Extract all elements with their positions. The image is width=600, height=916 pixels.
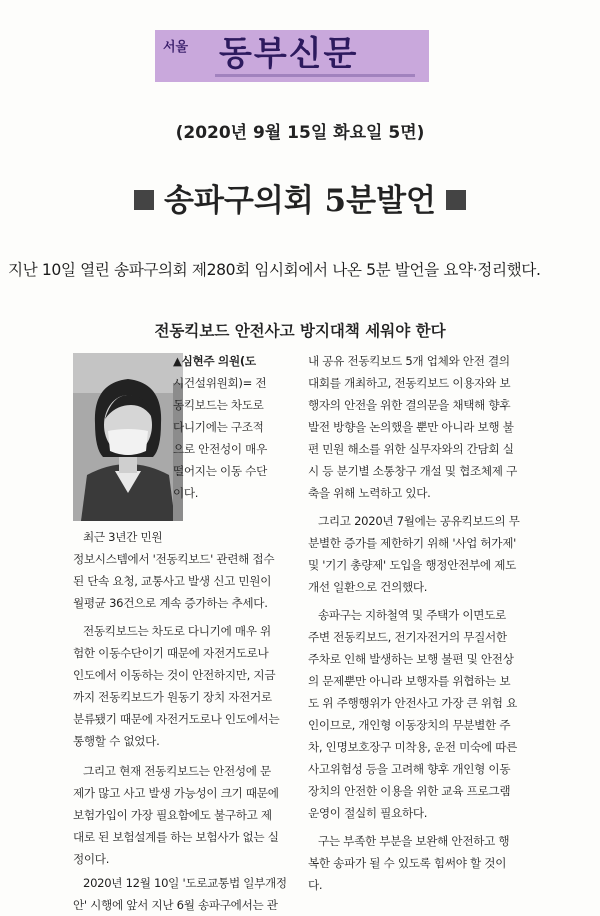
square-bullet-icon: [134, 190, 154, 210]
text-line: 다니기에는 구조적: [173, 420, 264, 434]
headline-text: 송파구의회 5분발언: [164, 183, 436, 219]
text-line: 송파구는 지하철역 및 주택가 이면도로: [318, 608, 506, 622]
text-line: 시건설위원회)= 전: [173, 376, 267, 390]
text-line: 주변 전동킥보드, 전기자전거의 무질서한: [308, 630, 507, 644]
text-line: 분별한 증가를 제한하기 위해 '사업 허가제': [308, 536, 516, 550]
text-line: 통행할 수 없었다.: [73, 734, 160, 748]
masthead-decoration: [215, 74, 415, 77]
text-line: 으로 안전성이 매우: [173, 442, 267, 456]
text-line: 정이다.: [73, 852, 110, 866]
text-line: 전동킥보드는 차도로 다니기에 매우 위: [83, 624, 271, 638]
text-line: 운영이 절실히 필요하다.: [308, 806, 428, 820]
text-line: 그리고 현재 전동킥보드는 안전성에 문: [83, 764, 271, 778]
text-line: 차, 인명보호장구 미착용, 운전 미숙에 따른: [308, 740, 517, 754]
text-line: 주차로 인해 발생하는 보행 불편 및 안전상: [308, 652, 514, 666]
text-line: 험한 이동수단이기 때문에 자전거도로나: [73, 646, 269, 660]
text-line: 시 등 분기별 소통창구 개설 및 협조체제 구: [308, 464, 517, 478]
text-line: 된 단속 요청, 교통사고 발생 신고 민원이: [73, 574, 272, 588]
text-line: 편 민원 해소를 위한 실무자와의 간담회 실: [308, 442, 514, 456]
text-line: 행자의 안전을 위한 결의문을 채택해 향후: [308, 398, 511, 412]
square-bullet-icon: [446, 190, 466, 210]
text-line: 내 공유 전동킥보드 5개 업체와 안전 결의: [308, 354, 510, 368]
text-line: 인이므로, 개인형 이동장치의 무분별한 주: [308, 718, 511, 732]
councilor-portrait-photo: [73, 353, 183, 521]
article-lead: 지난 10일 열린 송파구의회 제280회 임시회에서 나온 5분 발언을 요약·정리했다.: [8, 261, 541, 279]
text-line: 축을 위해 노력하고 있다.: [308, 486, 431, 500]
text-line: 대로 된 보험설계를 하는 보험사가 없는 실: [73, 830, 279, 844]
masthead-city: 서울: [163, 40, 189, 55]
text-line: 및 '기기 총량제' 도입을 행정안전부에 제도: [308, 558, 516, 572]
text-line: 의 문제뿐만 아니라 보행자를 위협하는 보: [308, 674, 511, 688]
text-line: 인도에서 이동하는 것이 안전하지만, 지금: [73, 668, 276, 682]
text-line: 최근 3년간 민원: [83, 530, 163, 544]
article-headline: [0, 175, 600, 220]
text-line: 이다.: [173, 486, 199, 500]
text-line: 월평균 36건으로 계속 증가하는 추세다.: [73, 596, 268, 610]
text-line: 장치의 안전한 이용을 위한 교육 프로그램: [308, 784, 511, 798]
text-line: 분류됐기 때문에 자전거도로나 인도에서는: [73, 712, 280, 726]
text-line: 복한 송파가 될 수 있도록 힘써야 할 것이: [308, 856, 507, 870]
article-subheadline: 전동킥보드 안전사고 방지대책 세워야 한다: [154, 322, 446, 340]
text-line: 2020년 12월 10일 '도로교통법 일부개정: [83, 876, 287, 890]
text-line: 그리고 2020년 7월에는 공유킥보드의 무: [318, 514, 520, 528]
text-line: 도 위 주행행위가 안전사고 가장 큰 위험 요: [308, 696, 517, 710]
text-line: 구는 부족한 부분을 보완해 안전하고 행: [318, 834, 510, 848]
text-line: 개선 일환으로 건의했다.: [308, 580, 428, 594]
text-line: 사고위험성 등을 고려해 향후 개인형 이동: [308, 762, 511, 776]
text-line: 대회를 개최하고, 전동킥보드 이용자와 보: [308, 376, 511, 390]
newspaper-masthead: [155, 30, 429, 82]
councilor-name-line: ▲심현주 의원(도: [173, 354, 256, 368]
text-line: 떨어지는 이동 수단: [173, 464, 267, 478]
text-line: 보험가입이 가장 필요함에도 불구하고 제: [73, 808, 272, 822]
text-line: 정보시스템에서 '전동킥보드' 관련해 접수: [73, 552, 275, 566]
councilor-portrait-icon: [73, 353, 183, 521]
masthead-title: 동부신문: [219, 34, 359, 74]
text-line: 발전 방향을 논의했을 뿐만 아니라 보행 불: [308, 420, 514, 434]
text-line: 제가 많고 사고 발생 가능성이 크기 때문에: [73, 786, 279, 800]
publication-dateline: (2020년 9월 15일 화요일 5면): [175, 123, 425, 143]
text-line: 까지 전동킥보드가 원동기 장치 자전거로: [73, 690, 272, 704]
text-line: 안' 시행에 앞서 지난 6월 송파구에서는 관: [73, 898, 278, 912]
text-line: 동킥보드는 차도로: [173, 398, 264, 412]
text-line: 다.: [308, 878, 323, 892]
